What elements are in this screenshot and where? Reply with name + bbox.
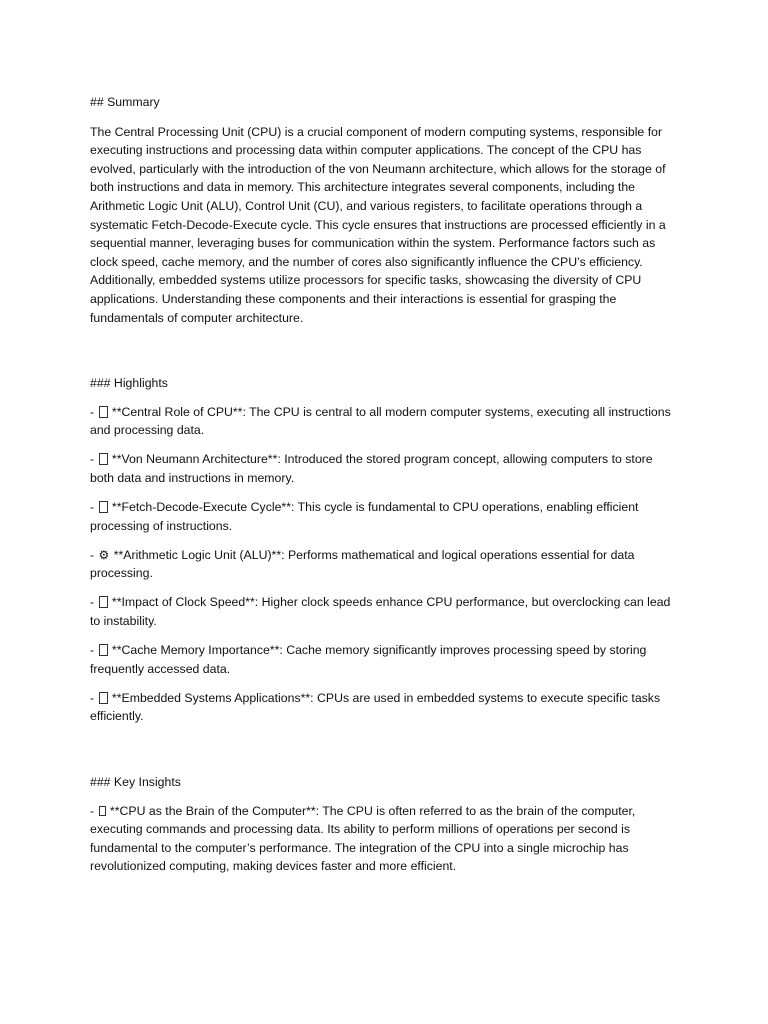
- missing-glyph-icon: [99, 453, 108, 465]
- bullet-prefix: -: [90, 690, 98, 705]
- insight-text: **CPU as the Brain of the Computer**: The CPU is often referred to as the brain of the computer, executing commands and processing data. Its ability to perform millions of operations per second is fundamental to the computer’s performance. The integration of the CPU into a single microchip has revolutionized computing, making devices faster and more efficient.: [90, 803, 636, 874]
- missing-glyph-icon: [99, 406, 108, 418]
- key-insights-heading: ### Key Insights: [90, 775, 181, 790]
- highlight-text: **Arithmetic Logic Unit (ALU)**: Performs mathematical and logical operations essential for data processing.: [90, 547, 635, 581]
- highlight-text: **Impact of Clock Speed**: Higher clock speeds enhance CPU performance, but overclocking can lead to instability.: [90, 595, 671, 629]
- highlight-item: [90, 546, 678, 583]
- missing-glyph-icon: [99, 806, 106, 816]
- highlight-text: **Cache Memory Importance**: Cache memory significantly improves processing speed by storing frequently accessed data.: [90, 643, 647, 676]
- highlights-heading: ### Highlights: [90, 376, 168, 391]
- highlight-text: **Embedded Systems Applications**: CPUs are used in embedded systems to execute specific tasks efficiently.: [90, 690, 661, 724]
- highlight-item: [90, 689, 678, 726]
- highlight-item: [90, 450, 678, 487]
- summary-heading: ## Summary: [90, 95, 160, 109]
- document-page: [90, 93, 678, 887]
- bullet-prefix: -: [90, 500, 98, 515]
- gear-icon: ⚙: [98, 547, 110, 562]
- missing-glyph-icon: [99, 644, 108, 656]
- missing-glyph-icon: [99, 596, 108, 608]
- bullet-prefix: -: [90, 643, 98, 658]
- highlight-item: [90, 593, 678, 630]
- missing-glyph-icon: [99, 501, 108, 513]
- summary-paragraph: The Central Processing Unit (CPU) is a crucial component of modern computing systems, responsible for executing instructions and processing data within computer applications. The concept of the CPU has evolved, particularly with the introduction of the von Neumann architecture, which allows for the storage of both instructions and data in memory. This architecture integrates several components, including the Arithmetic Logic Unit (ALU), Control Unit (CU), and various registers, to facilitate operations through a systematic Fetch-Decode-Execute cycle. This cycle ensures that instructions are processed efficiently in a sequential manner, leveraging buses for communication within the system. Performance factors such as clock speed, cache memory, and the number of cores also significantly influence the CPU’s efficiency. Additionally, embedded systems utilize processors for specific tasks, showcasing the diversity of CPU applications. Understanding these components and their interactions is essential for grasping the fundamentals of computer architecture.: [90, 124, 666, 325]
- highlight-text: **Von Neumann Architecture**: Introduced the stored program concept, allowing computers to store both data and instructions in memory.: [90, 452, 653, 485]
- bullet-prefix: -: [90, 404, 98, 419]
- bullet-prefix: -: [90, 803, 98, 818]
- highlight-text: **Fetch-Decode-Execute Cycle**: This cycle is fundamental to CPU operations, enabling efficient processing of instructions.: [90, 500, 639, 533]
- bullet-prefix: -: [90, 452, 98, 467]
- highlight-item: [90, 498, 678, 535]
- highlight-item: [90, 641, 678, 678]
- insight-item: [90, 802, 678, 876]
- highlight-item: [90, 403, 678, 440]
- highlight-text: **Central Role of CPU**: The CPU is central to all modern computer systems, executing all instructions and processing data.: [90, 404, 671, 438]
- bullet-prefix: -: [90, 595, 98, 610]
- bullet-prefix: -: [90, 547, 98, 562]
- missing-glyph-icon: [99, 692, 108, 704]
